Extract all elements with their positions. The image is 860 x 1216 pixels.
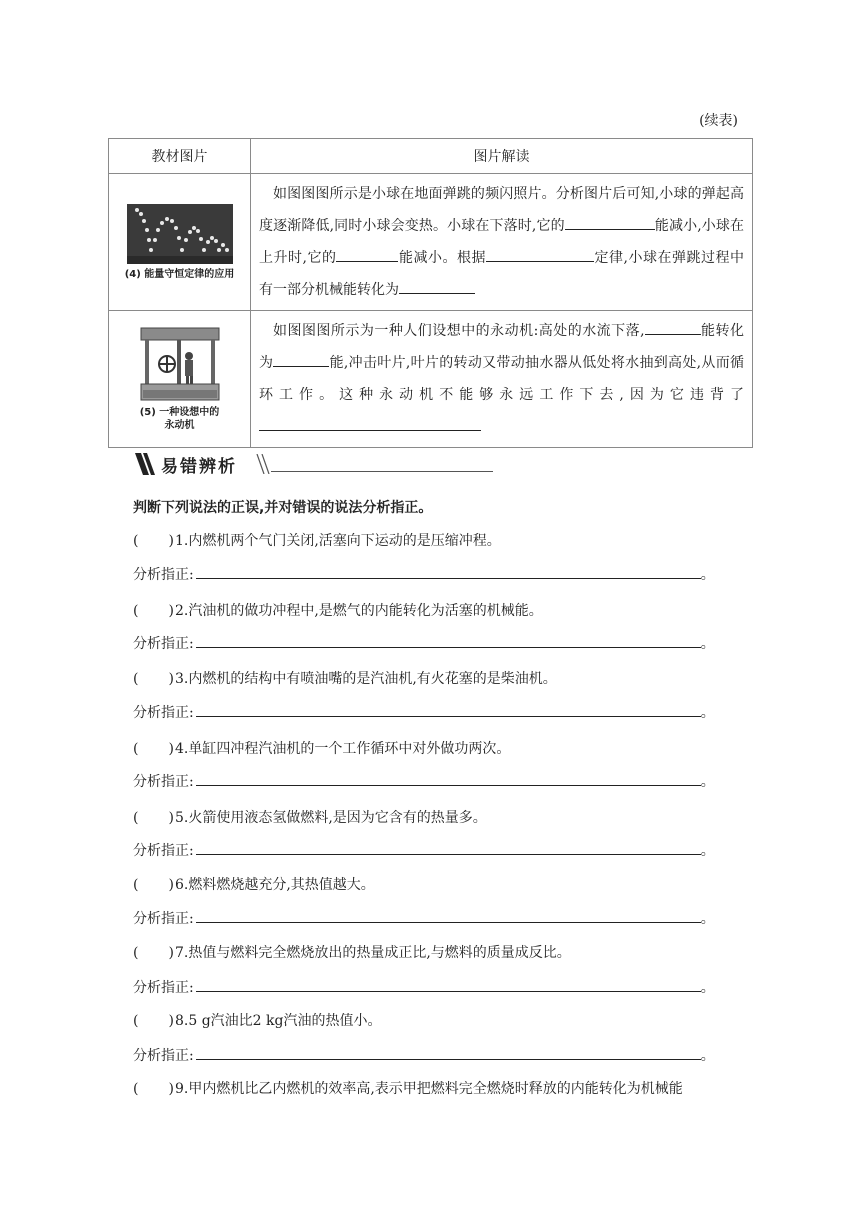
picture-caption: (4) 能量守恒定律的应用	[124, 268, 235, 280]
picture-interpretation: 如图图图所示为一种人们设想中的永动机:高处的水流下落, 能转化为 能,冲击叶片,叶片的转动又带动抽水器从低处将水抽到高处,从而循环工作。这种永动机不能够永远工作下去,因为它违背了	[251, 311, 753, 448]
analysis-answer-line[interactable]	[196, 564, 701, 579]
analysis-answer-line[interactable]	[196, 633, 701, 648]
analysis-label: 分析指正:	[133, 567, 194, 583]
question-text: 7.热值与燃料完全燃烧放出的热量成正比,与燃料的质量成反比。	[175, 945, 571, 961]
question-text: 4.单缸四冲程汽油机的一个工作循环中对外做功两次。	[175, 741, 511, 757]
analysis-row: 分析指正: 。	[133, 564, 723, 584]
answer-blank	[336, 245, 398, 262]
perpetual-motion-machine-picture	[137, 326, 223, 402]
analysis-row: 分析指正: 。	[133, 633, 723, 653]
answer-blank	[399, 277, 475, 294]
header-picture: 教材图片	[109, 139, 251, 174]
question-item	[133, 942, 743, 962]
answer-paren[interactable]: ( )	[133, 1081, 174, 1097]
analysis-label: 分析指正:	[133, 980, 194, 996]
header-interpretation: 图片解读	[251, 139, 753, 174]
analysis-label: 分析指正:	[133, 1048, 194, 1064]
answer-paren[interactable]: ( )	[133, 533, 174, 549]
question-text: 8.5 g汽油比2 kg汽油的热值小。	[175, 1013, 382, 1029]
picture-interpretation: 如图图图所示是小球在地面弹跳的频闪照片。分析图片后可知,小球的弹起高度逐渐降低,同时小球会变热。小球在下落时,它的 能减小,小球在上升时,它的 能减小。根据 定律,小球在弹跳过程中有一部分机械能转化为	[251, 174, 753, 311]
analysis-answer-line[interactable]	[196, 908, 701, 923]
question-item	[133, 807, 743, 827]
analysis-answer-line[interactable]	[196, 1045, 701, 1060]
analysis-row: 分析指正: 。	[133, 771, 723, 791]
section-slash-icon	[255, 454, 271, 474]
picture-caption: (5) 一种设想中的 永动机	[139, 407, 220, 431]
answer-blank	[273, 350, 329, 367]
analysis-label: 分析指正:	[133, 705, 194, 721]
analysis-label: 分析指正:	[133, 636, 194, 652]
analysis-label: 分析指正:	[133, 843, 194, 859]
section-title: 易错辨析	[161, 457, 237, 477]
question-text: 9.甲内燃机比乙内燃机的效率高,表示甲把燃料完全燃烧时释放的内能转化为机械能	[175, 1081, 683, 1097]
analysis-answer-line[interactable]	[196, 977, 701, 992]
answer-paren[interactable]: ( )	[133, 877, 174, 893]
question-text: 6.燃料燃烧越充分,其热值越大。	[175, 877, 375, 893]
answer-blank	[645, 318, 701, 335]
analysis-row: 分析指正: 。	[133, 977, 723, 997]
analysis-label: 分析指正:	[133, 911, 194, 927]
answer-blank	[486, 245, 594, 262]
bouncing-ball-photo	[127, 204, 233, 264]
question-text: 3.内燃机的结构中有喷油嘴的是汽油机,有火花塞的是柴油机。	[175, 671, 557, 687]
question-item	[133, 1078, 743, 1098]
analysis-answer-line[interactable]	[196, 702, 701, 717]
answer-paren[interactable]: ( )	[133, 741, 174, 757]
analysis-answer-line[interactable]	[196, 771, 701, 786]
question-item	[133, 530, 743, 550]
instruction: 判断下列说法的正误,并对错误的说法分析指正。	[133, 500, 433, 516]
answer-paren[interactable]: ( )	[133, 1013, 174, 1029]
answer-blank	[565, 213, 655, 230]
question-text: 5.火箭使用液态氢做燃料,是因为它含有的热量多。	[175, 810, 487, 826]
textbook-picture-table	[108, 138, 753, 448]
analysis-row: 分析指正: 。	[133, 840, 723, 860]
answer-paren[interactable]: ( )	[133, 671, 174, 687]
analysis-answer-line[interactable]	[196, 840, 701, 855]
question-item	[133, 874, 743, 894]
analysis-row: 分析指正: 。	[133, 1045, 723, 1065]
analysis-row: 分析指正: 。	[133, 702, 723, 722]
answer-blank	[259, 414, 481, 431]
question-text: 1.内燃机两个气门关闭,活塞向下运动的是压缩冲程。	[175, 533, 501, 549]
answer-paren[interactable]: ( )	[133, 945, 174, 961]
section-header	[133, 452, 493, 476]
question-text: 2.汽油机的做功冲程中,是燃气的内能转化为活塞的机械能。	[175, 603, 543, 619]
question-item	[133, 738, 743, 758]
analysis-row: 分析指正: 。	[133, 908, 723, 928]
answer-paren[interactable]: ( )	[133, 603, 174, 619]
section-underline	[271, 471, 493, 472]
section-stripes-icon	[133, 453, 155, 475]
question-item	[133, 600, 743, 620]
analysis-label: 分析指正:	[133, 774, 194, 790]
continued-label: (续表)	[699, 113, 738, 129]
question-item	[133, 1010, 743, 1030]
answer-paren[interactable]: ( )	[133, 810, 174, 826]
question-item	[133, 668, 743, 688]
